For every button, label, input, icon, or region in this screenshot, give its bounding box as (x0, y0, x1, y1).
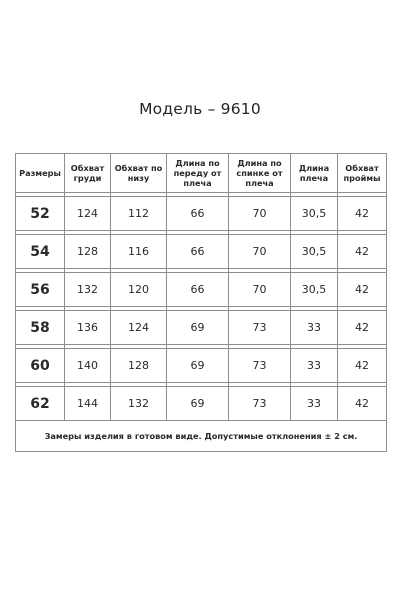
size-chart-table (15, 153, 387, 452)
table-cell: 136 (65, 311, 111, 345)
table-cell: 42 (338, 311, 387, 345)
table-cell: 33 (291, 387, 338, 421)
size-cell: 58 (16, 311, 65, 345)
table-cell: 33 (291, 311, 338, 345)
table-row (16, 197, 387, 231)
table-row (16, 387, 387, 421)
size-cell: 54 (16, 235, 65, 269)
header-shoulder-length: Длина плеча (291, 154, 338, 193)
size-cell: 60 (16, 349, 65, 383)
header-hem-girth: Обхват по низу (111, 154, 167, 193)
table-cell: 73 (229, 387, 291, 421)
table-cell: 124 (65, 197, 111, 231)
table-cell: 33 (291, 349, 338, 383)
header-back-length: Длина по спинке от плеча (229, 154, 291, 193)
table-cell: 140 (65, 349, 111, 383)
size-cell: 56 (16, 273, 65, 307)
tolerance-note: Замеры изделия в готовом виде. Допустимые отклонения ± 2 см. (16, 421, 387, 452)
table-cell: 132 (65, 273, 111, 307)
table-cell: 30,5 (291, 273, 338, 307)
size-cell: 62 (16, 387, 65, 421)
table-cell: 69 (167, 311, 229, 345)
table-cell: 66 (167, 273, 229, 307)
table-cell: 66 (167, 197, 229, 231)
table-row (16, 273, 387, 307)
table-cell: 124 (111, 311, 167, 345)
page-title: Модель – 9610 (139, 100, 261, 118)
header-row (16, 154, 387, 193)
table-cell: 42 (338, 387, 387, 421)
header-front-length: Длина по переду от плеча (167, 154, 229, 193)
table-row (16, 235, 387, 269)
table-cell: 128 (65, 235, 111, 269)
table-cell: 116 (111, 235, 167, 269)
table-row (16, 311, 387, 345)
table-cell: 42 (338, 349, 387, 383)
note-row (16, 421, 387, 452)
table-cell: 70 (229, 235, 291, 269)
table-cell: 69 (167, 349, 229, 383)
table-cell: 42 (338, 197, 387, 231)
table-cell: 144 (65, 387, 111, 421)
header-armhole-girth: Обхват проймы (338, 154, 387, 193)
table-cell: 30,5 (291, 197, 338, 231)
header-chest-girth: Обхват груди (65, 154, 111, 193)
table-cell: 73 (229, 349, 291, 383)
table-cell: 66 (167, 235, 229, 269)
table-cell: 120 (111, 273, 167, 307)
table-cell: 73 (229, 311, 291, 345)
size-cell: 52 (16, 197, 65, 231)
table-cell: 70 (229, 273, 291, 307)
table-row (16, 349, 387, 383)
table-cell: 69 (167, 387, 229, 421)
table-cell: 112 (111, 197, 167, 231)
header-size: Размеры (16, 154, 65, 193)
table-cell: 70 (229, 197, 291, 231)
table-cell: 42 (338, 235, 387, 269)
table-cell: 30,5 (291, 235, 338, 269)
table-cell: 42 (338, 273, 387, 307)
table-cell: 132 (111, 387, 167, 421)
table-cell: 128 (111, 349, 167, 383)
